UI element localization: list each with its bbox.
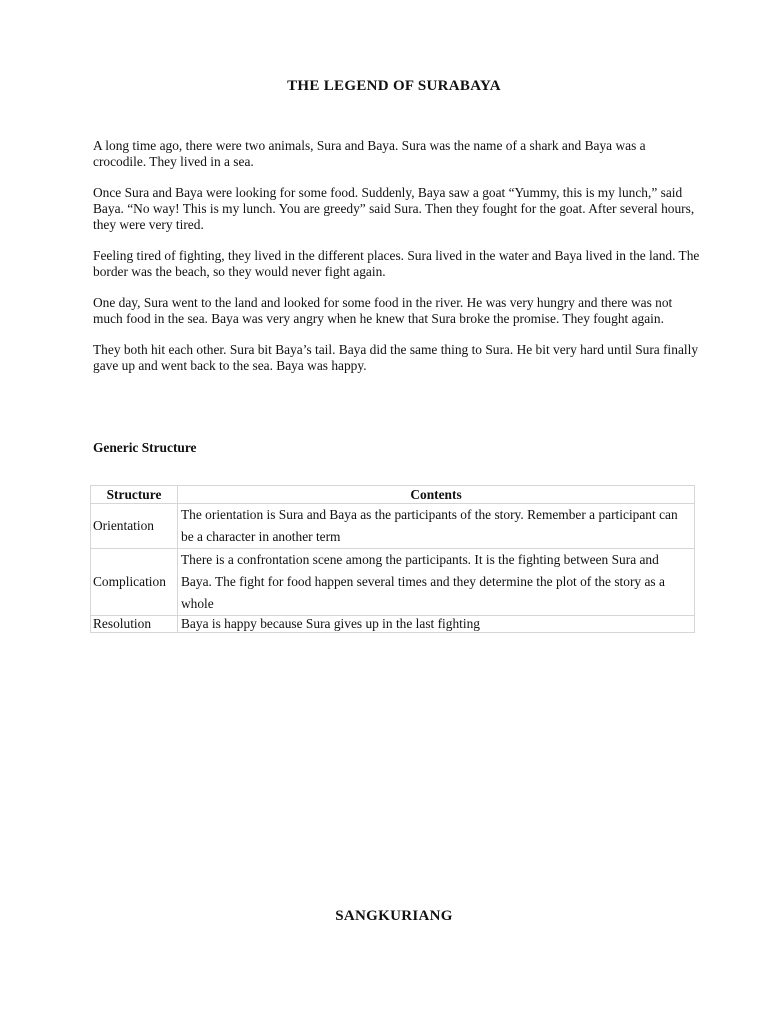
generic-structure-table bbox=[90, 485, 695, 633]
story-paragraph: Feeling tired of fighting, they lived in the different places. Sura lived in the water and Baya lived in the land. The border was the beach, so they would never fight again. bbox=[93, 248, 700, 279]
structure-cell: Complication bbox=[91, 549, 178, 616]
story-paragraph: One day, Sura went to the land and looked for some food in the river. He was very hungry and there was not much food in the sea. Baya was very angry when he knew that Sura broke the promise. They fought again. bbox=[93, 295, 673, 326]
column-header-structure: Structure bbox=[91, 486, 178, 504]
table-row bbox=[91, 549, 695, 616]
document-title: THE LEGEND OF SURABAYA bbox=[287, 78, 501, 94]
story-paragraph: They both hit each other. Sura bit Baya’s tail. Baya did the same thing to Sura. He bit very hard until Sura finally gave up and went back to the sea. Baya was happy. bbox=[93, 342, 699, 373]
structure-cell: Resolution bbox=[91, 616, 178, 633]
table-row bbox=[91, 616, 695, 633]
story-paragraph: Once Sura and Baya were looking for some food. Suddenly, Baya saw a goat “Yummy, this is my lunch,” said Baya. “No way! This is my lunch. You are greedy” said Sura. Then they fought for the goat. After several hours, they were very tired. bbox=[93, 185, 695, 232]
story-body bbox=[93, 138, 701, 389]
contents-cell: There is a confrontation scene among the participants. It is the fighting between Sura and Baya. The fight for food happen several times and they determine the plot of the story as a whole bbox=[178, 549, 695, 616]
table-header-row bbox=[91, 486, 695, 504]
contents-cell: Baya is happy because Sura gives up in the last fighting bbox=[178, 616, 695, 633]
story-paragraph: A long time ago, there were two animals, Sura and Baya. Sura was the name of a shark and Baya was a crocodile. They lived in a sea. bbox=[93, 138, 646, 169]
table-row bbox=[91, 504, 695, 549]
contents-cell: The orientation is Sura and Baya as the participants of the story. Remember a participant can be a character in another term bbox=[178, 504, 695, 549]
next-story-title: SANGKURIANG bbox=[335, 908, 453, 924]
column-header-contents: Contents bbox=[178, 486, 695, 504]
section-heading: Generic Structure bbox=[93, 440, 197, 455]
structure-cell: Orientation bbox=[91, 504, 178, 549]
